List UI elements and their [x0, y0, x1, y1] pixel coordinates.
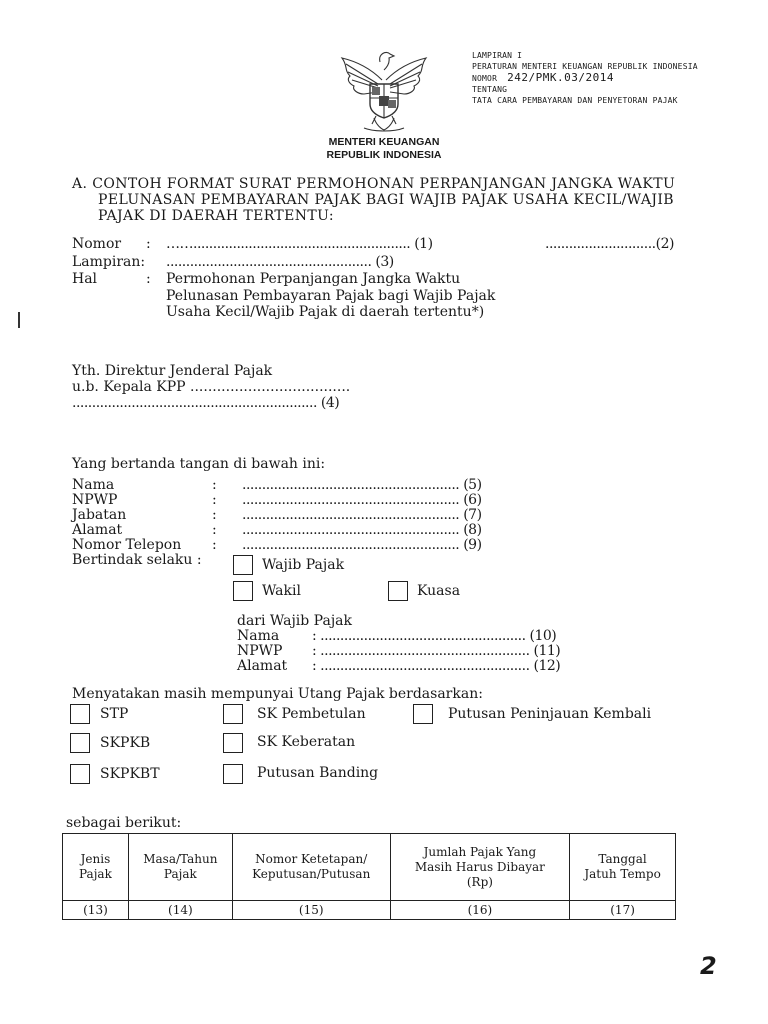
table-row [63, 901, 676, 920]
table-cell: (14) [128, 901, 232, 920]
lampiran-row [72, 255, 394, 270]
table-header-row [63, 834, 676, 901]
skpkb-label: SKPKB [100, 735, 151, 751]
lampiran-line: LAMPIRAN I [472, 51, 523, 60]
tentang-label: TENTANG [472, 85, 508, 94]
addressee-line-3: .............................................................. (4) [72, 395, 340, 411]
header-jumlah-pajak: Jumlah Pajak Yang Masih Harus Dibayar (Rp) [390, 834, 570, 901]
signer-intro: Yang bertanda tangan di bawah ini: [72, 456, 326, 472]
section-title-line-1: A. CONTOH FORMAT SURAT PERMOHONAN PERPANJANGAN JANGKA WAKTU [72, 176, 676, 192]
section-title-line-2: PELUNASAN PEMBAYARAN PAJAK BAGI WAJIB PAJAK USAHA KECIL/WAJIB [98, 192, 674, 208]
acting-label: Bertindak selaku : [72, 552, 202, 568]
date-dots: ............................(2) [545, 236, 674, 252]
hal-row: Hal : Permohonan Perpanjangan Jangka Waktu [72, 271, 461, 287]
addressee-line-2: u.b. Kepala KPP .................................... [72, 379, 351, 395]
nomor-label: Nomor [72, 236, 122, 252]
wajib-pajak-label: Wajib Pajak [262, 557, 345, 573]
table-cell: (16) [390, 901, 570, 920]
lampiran-label: Lampiran: [72, 254, 146, 270]
garuda-emblem-icon [334, 40, 434, 135]
header-masa-tahun: Masa/Tahun Pajak [128, 834, 232, 901]
wp-field-alamat: Alamat : ..................................................... (12) [237, 658, 561, 674]
ministry-line-2: REPUBLIK INDONESIA [326, 149, 442, 161]
nomor-row: Nomor : ……....................................................... (1) [72, 236, 433, 252]
section-title-line-3: PAJAK DI DAERAH TERTENTU: [98, 208, 334, 224]
page-number-mark: 2 [700, 952, 717, 980]
hal-line-2: Pelunasan Pembayaran Pajak bagi Wajib Pajak [166, 288, 496, 304]
nomor-dots: ……....................................................... (1) [166, 236, 433, 252]
skpkbt-label: SKPKBT [100, 766, 160, 782]
sebagai-berikut-label: sebagai berikut: [66, 815, 182, 831]
stp-checkbox[interactable] [70, 704, 90, 724]
sk-keberatan-label: SK Keberatan [257, 734, 356, 750]
regulation-line: PERATURAN MENTERI KEUANGAN REPUBLIK INDONESIA [472, 62, 698, 71]
ministry-line-1: MENTERI KEUANGAN [328, 136, 440, 148]
kuasa-label: Kuasa [417, 583, 461, 599]
table-cell: (13) [63, 901, 129, 920]
wakil-checkbox[interactable] [233, 581, 253, 601]
putusan-peninjauan-label: Putusan Peninjauan Kembali [448, 706, 652, 722]
wp-field-npwp: NPWP : ..................................................... (11) [237, 643, 561, 659]
header-tanggal-jatuh-tempo: Tanggal Jatuh Tempo [570, 834, 676, 901]
skpkbt-checkbox[interactable] [70, 764, 90, 784]
signer-field-jabatan: Jabatan : ....................................................... (7) [72, 507, 482, 523]
header-jenis-pajak: Jenis Pajak [63, 834, 129, 901]
tax-debt-table [62, 833, 676, 920]
lampiran-dots: .................................................... (3) [166, 254, 394, 270]
ministry-title [300, 136, 468, 162]
stp-label: STP [100, 706, 129, 722]
putusan-banding-checkbox[interactable] [223, 764, 243, 784]
attachment-reference [472, 50, 698, 106]
signer-field-nama: Nama : ....................................................... (5) [72, 477, 482, 493]
sk-keberatan-checkbox[interactable] [223, 733, 243, 753]
section-title [72, 176, 712, 224]
wakil-label: Wakil [262, 583, 301, 599]
signer-field-alamat: Alamat : ....................................................... (8) [72, 522, 482, 538]
margin-mark [18, 312, 20, 328]
addressee-line-1: Yth. Direktur Jenderal Pajak [72, 363, 273, 379]
debt-intro: Menyatakan masih mempunyai Utang Pajak berdasarkan: [72, 686, 483, 702]
regulation-number-line [472, 72, 698, 84]
skpkb-checkbox[interactable] [70, 733, 90, 753]
wp-field-nama: Nama : .................................................... (10) [237, 628, 557, 644]
signer-field-telepon: Nomor Telepon : ....................................................... (9) [72, 537, 482, 553]
putusan-banding-label: Putusan Banding [257, 765, 379, 781]
sk-pembetulan-label: SK Pembetulan [257, 706, 366, 722]
kuasa-checkbox[interactable] [388, 581, 408, 601]
dari-wajib-pajak-label: dari Wajib Pajak [237, 613, 352, 629]
sk-pembetulan-checkbox[interactable] [223, 704, 243, 724]
wajib-pajak-checkbox[interactable] [233, 555, 253, 575]
signer-field-npwp: NPWP : ....................................................... (6) [72, 492, 482, 508]
header-nomor-ketetapan: Nomor Ketetapan/ Keputusan/Putusan [232, 834, 390, 901]
putusan-peninjauan-checkbox[interactable] [413, 704, 433, 724]
nomor-label: NOMOR [472, 74, 498, 83]
table-cell: (17) [570, 901, 676, 920]
nomor-value: 242/PMK.03/2014 [507, 71, 614, 84]
tentang-value: TATA CARA PEMBAYARAN DAN PENYETORAN PAJAK [472, 96, 678, 105]
hal-line-1: Permohonan Perpanjangan Jangka Waktu [166, 271, 461, 287]
hal-line-3: Usaha Kecil/Wajib Pajak di daerah tertentu*) [166, 304, 485, 320]
hal-label: Hal [72, 271, 98, 287]
table-cell: (15) [232, 901, 390, 920]
